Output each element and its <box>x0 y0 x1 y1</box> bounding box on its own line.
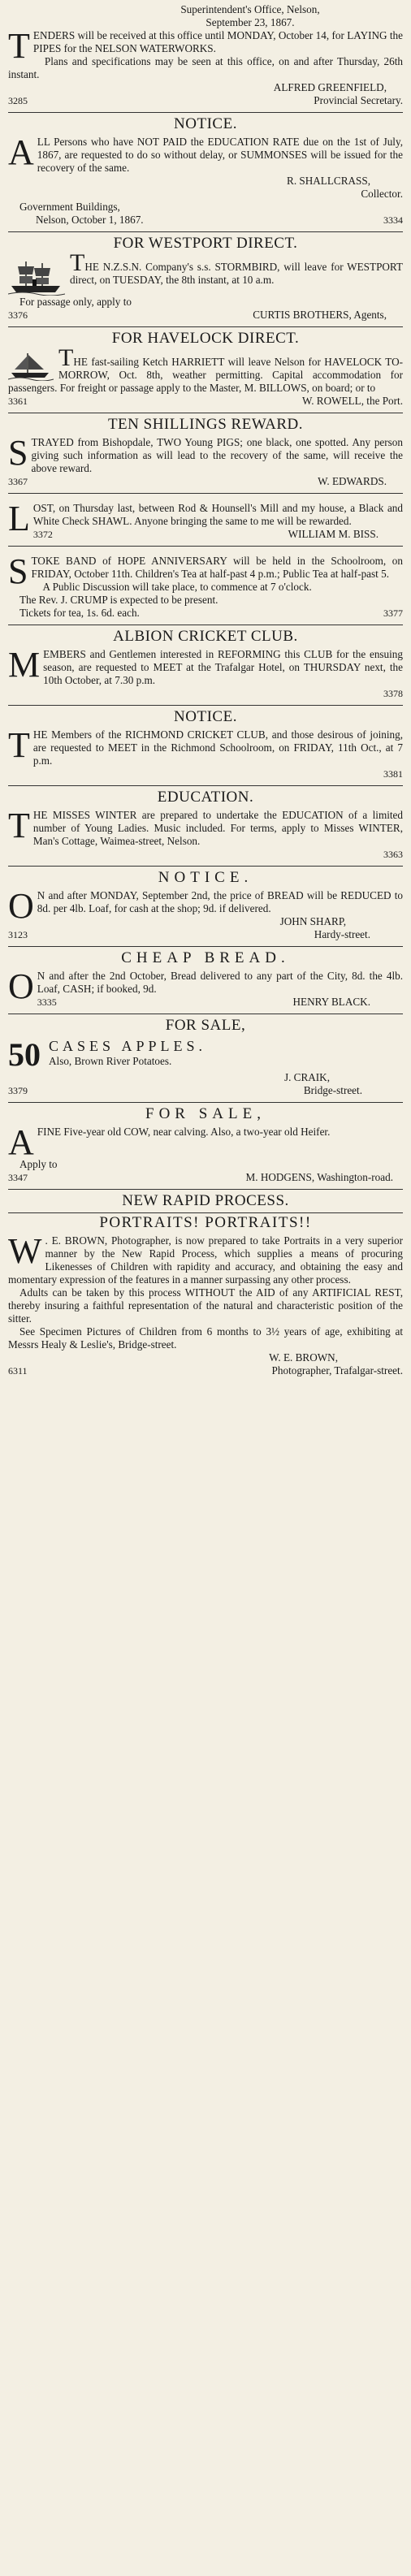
ad-body: LL Persons who have NOT PAID the EDUCATION RATE due on the 1st of July, 1867, are requested to do so without delay, or SUMMONSES will be issued for the recovery of the same. <box>37 136 403 174</box>
signer: HENRY BLACK. <box>292 996 370 1008</box>
ad-reward <box>8 418 403 488</box>
apply-line: Apply to <box>19 1158 58 1170</box>
ad-body: TOKE BAND of HOPE ANNIVERSARY will be held in the Schoolroom, on FRIDAY, October 11th. Children's Tea at half-past 4 p.m.; Public Tea at half-past 5. <box>31 555 403 580</box>
signer: W. E. BROWN, <box>269 1351 338 1364</box>
address: Bridge-street. <box>303 1084 362 1096</box>
ad-education <box>8 791 403 861</box>
ad-number: 3123 <box>8 929 28 940</box>
dropcap: O <box>8 966 34 1006</box>
ad-body: N and after MONDAY, September 2nd, the price of BREAD will be REDUCED to 8d. per 4lb. Loaf, for cash at the shop; 9d. if delivered. <box>37 889 403 914</box>
dropcap: L <box>8 499 30 538</box>
ad-body: HE Members of the RICHMOND CRICKET CLUB, and those desirous of joining, are requested to MEET in the Richmond Schoolroom, on FRIDAY, 11th Oct., at 7 p.m. <box>32 728 403 767</box>
divider <box>8 1102 403 1103</box>
ad-waterworks <box>8 0 403 107</box>
signer: WILLIAM M. BISS. <box>288 528 379 540</box>
office-line: Superintendent's Office, Nelson, <box>180 3 320 15</box>
ad-number: 3378 <box>383 688 403 699</box>
divider <box>8 493 403 494</box>
ad-number: 3335 <box>37 996 57 1008</box>
ad-number: 3377 <box>383 607 403 619</box>
ad-body-2: Adults can be taken by this process WITHOUT the AID of any ARTIFICIAL REST, thereby insuring a faithful representation of the natural and characteristic position of the sitter. <box>8 1286 403 1325</box>
ad-heading: NOTICE. <box>174 708 237 725</box>
ad-subheading: PORTRAITS! PORTRAITS!! <box>99 1214 312 1231</box>
ad-number: 3379 <box>8 1085 28 1096</box>
ketch-icon <box>8 352 54 381</box>
dropcap: M <box>8 645 41 685</box>
ad-body: N and after the 2nd October, Bread delivered to any part of the City, 8d. the 4lb. Loaf, CASH; if booked, 9d. <box>37 970 403 995</box>
ad-heading: NOTICE. <box>158 869 253 886</box>
divider <box>8 946 403 947</box>
ad-number: 3285 <box>8 95 28 106</box>
divider <box>8 1189 403 1190</box>
ad-body: EMBERS and Gentlemen interested in REFORMING this CLUB for the ensuing season, are requested to MEET at the Trafalgar Hotel, on THURSDAY next, the 10th October, at 7.30 p.m. <box>43 648 403 686</box>
ship-icon <box>8 257 65 296</box>
ad-number: 3376 <box>8 309 28 321</box>
signer: ALFRED GREENFIELD, <box>273 81 387 93</box>
quantity: 50 <box>8 1036 41 1073</box>
dropcap: A <box>8 1122 34 1162</box>
dropcap: A <box>8 132 34 172</box>
ad-number: 6311 <box>8 1365 28 1377</box>
ad-albion-cricket <box>8 630 403 700</box>
ad-number: 3372 <box>32 529 53 540</box>
ad-number: 3363 <box>383 849 403 860</box>
dropcap: S <box>8 551 28 591</box>
signer: W. EDWARDS. <box>318 475 387 487</box>
passage-line: For passage only, apply to <box>19 296 132 308</box>
ad-bread-notice <box>8 871 403 941</box>
ad-photographer <box>8 1192 403 1377</box>
ad-westport <box>8 237 403 322</box>
dropcap: W <box>8 1231 42 1271</box>
ad-heading: TEN SHILLINGS REWARD. <box>107 416 304 433</box>
ad-heading: FOR HAVELOCK DIRECT. <box>111 330 300 347</box>
ad-number: 3334 <box>383 214 403 226</box>
address: Photographer, Trafalgar-street. <box>271 1364 403 1377</box>
divider <box>8 705 403 706</box>
divider <box>8 326 403 327</box>
ad-body: OST, on Thursday last, between Rod & Hounsell's Mill and my house, a Black and White Check SHAWL. Anyone bringing the same to me will be rewarded. <box>32 502 403 527</box>
ad-heading: ALBION CRICKET CLUB. <box>113 628 298 645</box>
ad-richmond-cricket <box>8 708 403 780</box>
ad-body: HE MISSES WINTER are prepared to undertake the EDUCATION of a limited number of Young Ladies. Music included. For terms, apply to Misses WINTER, Man's Cottage, Waimea-street, Nelson. <box>32 809 403 847</box>
product-line: CASES APPLES. <box>49 1038 207 1054</box>
ad-lost <box>8 499 403 541</box>
divider <box>8 866 403 867</box>
ad-number: 3381 <box>383 768 403 780</box>
signer: J. CRAIK, <box>283 1071 330 1083</box>
ad-rate-notice <box>8 115 403 227</box>
tickets-line: Tickets for tea, 1s. 6d. each. <box>19 607 140 619</box>
ad-cow <box>8 1105 403 1184</box>
ad-body: FINE Five-year old COW, near calving. Also, a two-year old Heifer. <box>37 1126 331 1138</box>
ad-body: HE N.Z.S.N. Company's s.s. STORMBIRD, will leave for WESTPORT direct, on TUESDAY, the 8th instant, at 10 a.m. <box>70 261 403 286</box>
dropcap: T <box>8 806 30 845</box>
dropcap: O <box>8 886 34 926</box>
ad-apples <box>8 1019 403 1097</box>
ad-heading: EDUCATION. <box>157 789 254 806</box>
ad-body-3: The Rev. J. CRUMP is expected to be present. <box>19 594 218 606</box>
signer: M. HODGENS, Washington-road. <box>245 1171 393 1183</box>
divider <box>8 231 403 232</box>
ad-heading: NEW RAPID PROCESS. <box>122 1192 289 1209</box>
ad-number: 3367 <box>8 476 28 487</box>
dropcap: T <box>8 725 30 765</box>
ad-body: . E. BROWN, Photographer, is now prepared to take Portraits in a very superior manner by the New Rapid Process, which supplies a means of procuring Likenesses of Children with rapidity and accuracy, and obtaining the easy and momentary expression of the features in a manner surpassing any other process. <box>8 1234 403 1286</box>
signer: R. SHALLCRASS, <box>287 175 370 187</box>
ad-body: TRAYED from Bishopdale, TWO Young PIGS; one black, one spotted. Any person giving such information as will lead to the recovery of the same, will receive the above reward. <box>31 436 403 474</box>
address: Government Buildings, <box>19 201 120 213</box>
signer: JOHN SHARP, <box>279 915 346 927</box>
product-line-2: Also, Brown River Potatoes. <box>49 1055 172 1067</box>
dropcap: S <box>8 433 28 473</box>
dropcap: T <box>58 344 74 371</box>
date-line: September 23, 1867. <box>206 16 295 28</box>
ad-heading: FOR SALE, <box>165 1017 246 1034</box>
signer: CURTIS BROTHERS, Agents, <box>253 309 387 321</box>
dropcap: T <box>70 249 85 276</box>
ad-cheap-bread <box>8 949 403 1009</box>
signer: W. ROWELL, the Port. <box>301 395 403 407</box>
ad-heading: NOTICE. <box>174 115 237 132</box>
signer-title: Collector. <box>361 188 403 200</box>
dropcap: T <box>8 26 30 66</box>
ad-body-2: Plans and specifications may be seen at this office, on and after Thursday, 26th instant. <box>8 55 403 80</box>
address: Nelson, October 1, 1867. <box>36 214 144 226</box>
signer-title: Provincial Secretary. <box>314 94 403 106</box>
ad-heading: FOR SALE, <box>145 1105 266 1122</box>
ad-body: ENDERS will be received at this office until MONDAY, October 14, for LAYING the PIPES for the NELSON WATERWORKS. <box>32 29 403 54</box>
ad-havelock <box>8 332 403 408</box>
ad-number: 3361 <box>8 395 28 407</box>
divider <box>8 112 403 113</box>
divider <box>8 546 403 547</box>
ad-number: 3347 <box>8 1172 28 1183</box>
ad-heading: CHEAP BREAD. <box>121 949 290 966</box>
address: Hardy-street. <box>314 928 370 940</box>
divider <box>8 785 403 786</box>
ad-body: HE fast-sailing Ketch HARRIETT will leave Nelson for HAVELOCK TO-MORROW, Oct. 8th, weather permitting. Capital accommodation for passengers. For freight or passage apply to the Master, M. BILLOWS, on board; or to <box>8 356 403 394</box>
ad-heading: FOR WESTPORT DIRECT. <box>113 235 298 252</box>
ad-body-2: A Public Discussion will take place, to commence at 7 o'clock. <box>42 581 312 593</box>
divider <box>8 1212 403 1213</box>
ad-band-of-hope <box>8 551 403 620</box>
ad-body-3: See Specimen Pictures of Children from 6 months to 3½ years of age, exhibiting at Messrs Healy & Leslie's, Bridge-street. <box>8 1325 403 1351</box>
